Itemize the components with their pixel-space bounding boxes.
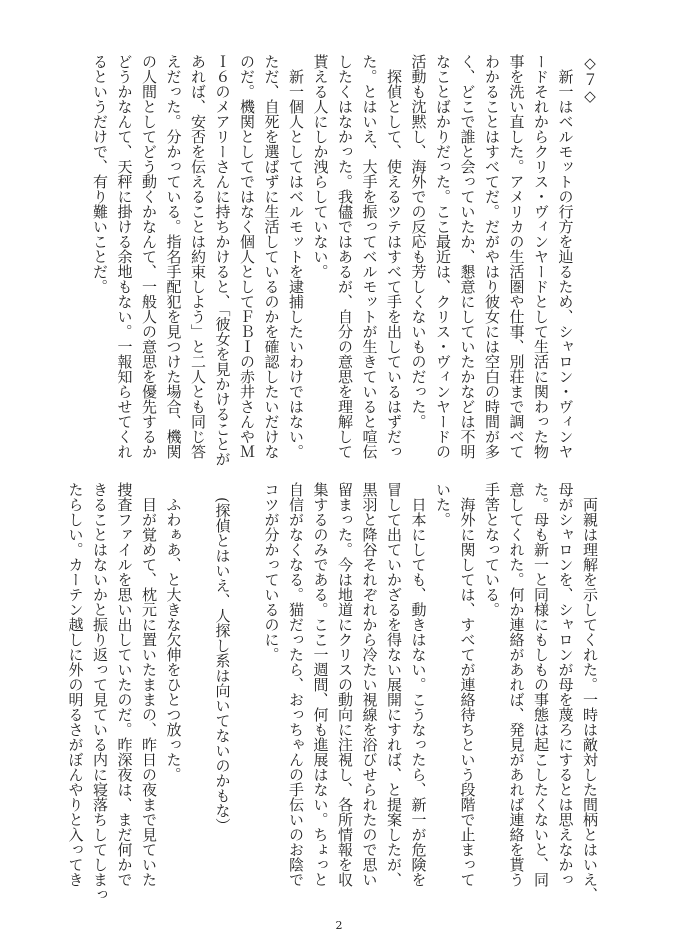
text-line [186, 482, 211, 906]
text-line: 母がシャロンを、シャロンが母を蔑ろにするとは思えなかっ [556, 482, 575, 887]
upper-text-block [88, 54, 603, 478]
text-line: 捜査ファイルを思い出していたのだ。昨深夜は、まだ何かで [115, 482, 134, 887]
text-line: 自信がなくなる。猫だったら、おっちゃんの手伝いのお陰で [287, 482, 305, 887]
text-line: えだった。分かっている。指名手配犯を見つけた場合、機関 [164, 54, 183, 459]
text-line: コツが分かっているのに。 [262, 482, 281, 662]
text-line: 意してくれた。何か連絡があれば、発見があれば連絡を貰う [507, 482, 526, 887]
text-line: ードそれからクリス・ヴィンヤードとして生活に関わった物 [532, 54, 550, 459]
text-line: 手筈となっている。 [483, 482, 501, 617]
text-line: 貰える人にしか洩らしていない。 [311, 54, 330, 279]
text-line: わかることはすべてだ。だがやはり彼女には空白の時間が多 [483, 54, 501, 459]
page-number: 2 [335, 919, 343, 932]
text-line [235, 482, 260, 906]
lower-text-block [63, 482, 602, 906]
text-line: 冒して出ていかざるを得ない展開にすれば、と提案したが、 [385, 482, 403, 887]
text-line: た。とはいえ、大手を振ってベルモットが生きていると喧伝 [360, 54, 379, 459]
text-line: 両親は理解を示してくれた。一時は敵対した間柄とはいえ、 [581, 482, 599, 902]
text-line: (探偵とはいえ、人探し系は向いてないのかもな） [213, 482, 232, 833]
text-line: あれば、安否を伝えることは約束しよう」と二人とも同じ答 [189, 54, 207, 459]
text-line: ふわぁあ、と大きな欠伸をひとつ放った。 [164, 482, 183, 782]
text-line: 集するのみである。ここ一週間、何も進展はない。ちょっと [311, 482, 330, 887]
text-line: く、どこで誰と会っていたか、懇意にしていたかなどは不明 [458, 54, 477, 459]
text-line: 探偵として、使えるツテはすべて手を出しているはずだっ [385, 54, 403, 459]
text-line: したくはなかった。我儘ではあるが、自分の意思を理解して [336, 54, 354, 459]
text-line: いた。 [434, 482, 452, 527]
text-line: た。母も新一と同様にもしもの事態は起こしたくないと、同 [532, 482, 550, 887]
text-line: 新一個人としてはベルモットを逮捕したいわけではない。 [287, 54, 305, 459]
text-line: 海外に関しては、すべてが連絡待ちという段階で止まって [458, 482, 477, 887]
text-line: 黒羽と降谷それぞれから冷たい視線を浴びせられたので思い [360, 482, 379, 887]
text-line: たらしい。カーテン越しに外の明るさがぼんやりと入ってき [66, 482, 85, 887]
section-heading: ◇７◇ [581, 54, 599, 105]
text-line: の人間としてどう動くかなんて、一般人の意思を優先するか [140, 54, 158, 459]
text-line: きることはないかと振り返って見ている内に寝落ちしてしまっ [91, 482, 109, 902]
text-line: 事を洗い直した。アメリカの生活圏や仕事、別荘まで調べて [507, 54, 526, 459]
text-line: 目が覚めて、枕元に置いたままの、昨日の夜まで見ていた [140, 482, 158, 887]
text-line: 留まった。今は地道にクリスの動向に注視し、各所情報を収 [336, 482, 354, 887]
text-line: ただ、自死を選ばずに生活しているのかを確認したいだけな [262, 54, 281, 459]
text-line: どうかなんて、天秤に掛ける余地もない。一報知らせてくれ [115, 54, 134, 459]
text-line: 日本にしても、動きはない。こうなったら、新一が危険を [409, 482, 428, 887]
text-line: なことばかりだった。ここ最近は、クリス・ヴィンヤードの [434, 54, 452, 459]
text-line: のだ。機関としてではなく個人としてＦＢＩの赤井さんやＭ [238, 54, 256, 459]
text-line: るというだけで、有り難いことだ。 [91, 54, 109, 294]
text-line: 活動も沈黙し、海外での反応も芳しくないものだった。 [409, 54, 428, 429]
text-line: Ｉ６のメアリーさんに持ちかけると、「彼女を見かけることが [213, 54, 232, 467]
text-line: 新一はベルモットの行方を辿るため、シャロン・ヴィンヤ [556, 54, 575, 459]
